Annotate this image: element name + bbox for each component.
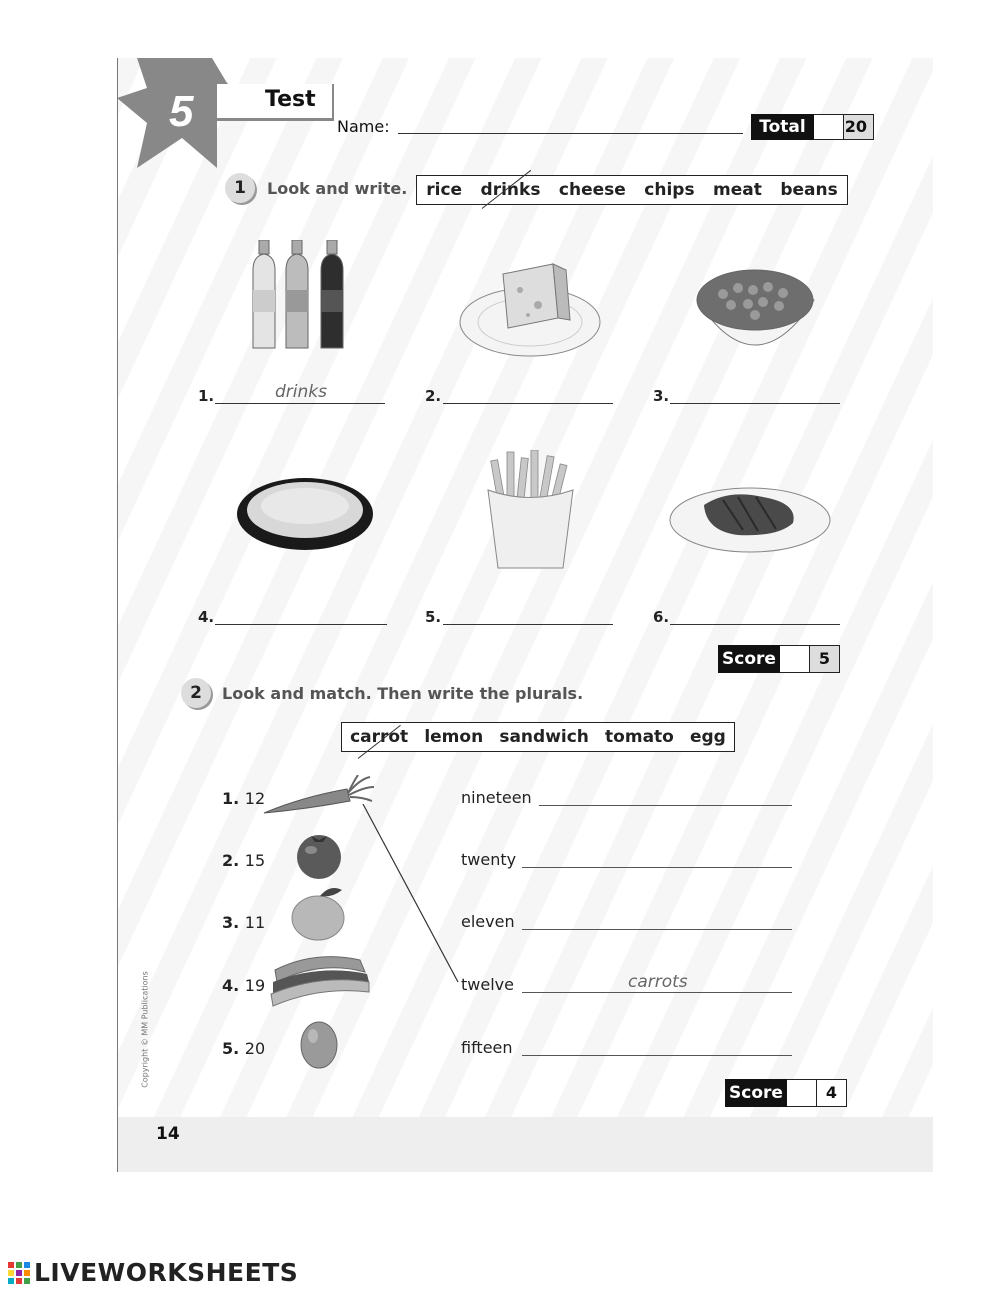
s2-right-3-input[interactable]: [522, 929, 792, 930]
total-value: 20: [843, 114, 874, 140]
s1-item5-number: 5.: [425, 608, 442, 626]
picture-beans-bowl: [693, 260, 818, 365]
s1-item3-input[interactable]: [670, 403, 840, 404]
word-carrot: carrot: [350, 727, 409, 747]
s1-item4-number: 4.: [198, 608, 215, 626]
word-beans: beans: [780, 180, 838, 200]
worksheet-page: [117, 58, 933, 1172]
s2-right-3-word: eleven: [461, 912, 515, 931]
total-label: Total: [751, 114, 814, 140]
word-sandwich: sandwich: [499, 727, 589, 747]
s2-left-5: 5. 20: [222, 1039, 266, 1058]
brand-logo-icon: [8, 1262, 32, 1284]
s2-right-2-input[interactable]: [522, 867, 792, 868]
section2-score-value: 4: [816, 1079, 847, 1107]
s2-right-5-word: fifteen: [461, 1038, 513, 1057]
picture-sandwich: [265, 950, 375, 1010]
s2-left-1: 1. 12: [222, 789, 266, 808]
footer-band: [118, 1117, 933, 1172]
s2-right-4-answer: carrots: [628, 972, 688, 992]
s1-item2-input[interactable]: [443, 403, 613, 404]
s2-right-1-input[interactable]: [539, 805, 792, 806]
section1-number: 1: [225, 173, 255, 203]
word-cheese: cheese: [558, 180, 626, 200]
picture-tomato: [293, 830, 345, 880]
copyright-text: Copyright © MM Publications: [140, 971, 150, 1088]
section1-score-label: Score: [718, 645, 780, 673]
s2-right-4-input[interactable]: [522, 992, 792, 993]
word-egg: egg: [689, 727, 726, 747]
s1-item4-input[interactable]: [215, 624, 387, 625]
picture-lemon: [290, 884, 348, 944]
name-label: Name:: [337, 117, 390, 136]
s2-left-4: 4. 19: [222, 976, 266, 995]
section2-instruction: Look and match. Then write the plurals.: [222, 684, 584, 703]
picture-meat-plate: [668, 475, 833, 555]
section2-score-label: Score: [725, 1079, 787, 1107]
s2-right-2-word: twenty: [461, 850, 517, 869]
s2-right-1-word: nineteen: [461, 788, 532, 807]
section2-word-bank: [341, 722, 735, 752]
section1-score-value: 5: [809, 645, 840, 673]
unit-number: 5: [169, 87, 194, 136]
s2-right-5-input[interactable]: [522, 1055, 792, 1056]
picture-cheese-plate: [458, 260, 603, 360]
s2-right-4-word: twelve: [461, 975, 514, 994]
section2-score-blank: [787, 1079, 817, 1107]
s2-left-3: 3. 11: [222, 913, 266, 932]
picture-rice-plate: [235, 472, 375, 552]
picture-egg: [298, 1018, 340, 1070]
page-number: 14: [156, 1124, 180, 1144]
section1-instruction: Look and write.: [267, 179, 408, 198]
word-chips: chips: [644, 180, 695, 200]
test-tab: [217, 84, 334, 121]
test-title: Test: [265, 87, 316, 112]
s1-item1-input[interactable]: [215, 403, 385, 404]
section1-score-blank: [780, 645, 810, 673]
s1-item5-input[interactable]: [443, 624, 613, 625]
s1-item1-number: 1.: [198, 387, 215, 405]
name-field[interactable]: [398, 133, 743, 134]
s1-item3-number: 3.: [653, 387, 670, 405]
s1-item2-number: 2.: [425, 387, 442, 405]
brand-logo-text[interactable]: LIVEWORKSHEETS: [34, 1258, 299, 1287]
section2-number: 2: [181, 678, 211, 708]
word-rice: rice: [426, 180, 463, 200]
picture-soda-bottles: [245, 240, 360, 355]
word-lemon: lemon: [424, 727, 484, 747]
total-blank: [814, 114, 844, 140]
s1-item1-answer: drinks: [275, 382, 327, 402]
match-line: [360, 800, 465, 990]
s2-left-2: 2. 15: [222, 851, 266, 870]
s1-item6-number: 6.: [653, 608, 670, 626]
word-tomato: tomato: [605, 727, 674, 747]
picture-chips-box: [483, 450, 578, 570]
section1-word-bank: [416, 175, 848, 205]
word-meat: meat: [713, 180, 762, 200]
s1-item6-input[interactable]: [670, 624, 840, 625]
word-drinks: drinks: [480, 180, 541, 200]
